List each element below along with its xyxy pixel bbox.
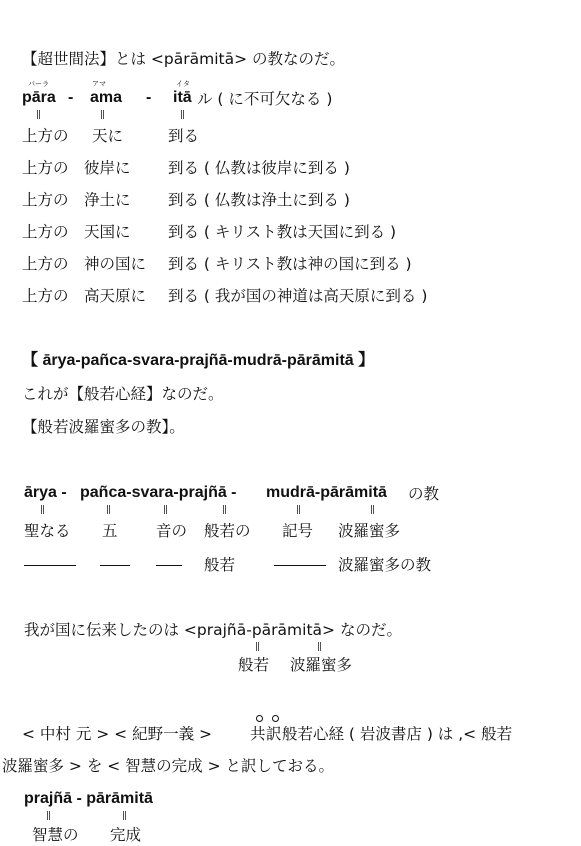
row-5-col-a: 上方の xyxy=(22,255,69,273)
row-1-col-a: 上方の xyxy=(22,127,69,145)
sanskrit-title: 【 ārya-pañca-svara-prajñā-mudrā-pārāmitā 】 xyxy=(22,352,375,369)
gloss-holy: 聖なる xyxy=(24,522,71,540)
eq-mark: || xyxy=(222,505,227,515)
translation-line-1a: < 中村 元 > < 紀野一義 > xyxy=(22,725,213,743)
emphasis-dot-kyo xyxy=(256,715,263,722)
row-6-col-c: 到る ( 我が国の神道は高天原に到る ) xyxy=(168,287,428,305)
eq-mark: || xyxy=(40,505,45,515)
row-2-col-c: 到る ( 仏教は彼岸に到る ) xyxy=(168,159,350,177)
row-4-col-b: 天国に xyxy=(84,223,131,241)
ruby-ama: アマ xyxy=(92,80,106,88)
row-1-col-c: 到る xyxy=(168,127,200,145)
eq-mark: || xyxy=(100,110,105,120)
translation-line-1b: 般若心経 ( 岩波書店 ) は ,< 般若 xyxy=(282,725,513,743)
row-3-col-c: 到る ( 仏教は浄土に到る ) xyxy=(168,191,350,209)
eq-mark: || xyxy=(180,110,185,120)
gloss-completion: 完成 xyxy=(110,826,142,844)
gloss-five: 五 xyxy=(102,522,118,540)
word-arya: ārya - xyxy=(24,484,67,501)
eq-mark: || xyxy=(370,505,375,515)
word-panca-svara-prajna: pañca-svara-prajñā - xyxy=(80,484,237,501)
eq-mark: || xyxy=(163,505,168,515)
eq-mark: || xyxy=(106,505,111,515)
row-5-col-c: 到る ( キリスト教は神の国に到る ) xyxy=(168,255,412,273)
eq-mark: || xyxy=(296,505,301,515)
row-6-col-a: 上方の xyxy=(22,287,69,305)
kanji-yaku: 訳 xyxy=(266,725,282,743)
heart-sutra-line: これが【般若心経】なのだ。 xyxy=(22,385,224,403)
gloss-paramita-teaching: 波羅蜜多の教 xyxy=(338,556,432,574)
word-ita: itā xyxy=(173,89,192,106)
row-1-col-b: 天に xyxy=(92,127,124,145)
eq-mark: || xyxy=(46,811,51,821)
gloss-symbol: 記号 xyxy=(282,522,314,540)
gloss-hannya-2: 般若 xyxy=(238,656,270,674)
word-prajna-paramita: prajñā - pārāmitā xyxy=(24,790,153,807)
row-4-col-c: 到る ( キリスト教は天国に到る ) xyxy=(168,223,397,241)
eq-mark: || xyxy=(255,642,260,652)
eq-mark: || xyxy=(317,642,322,652)
dash-4 xyxy=(274,565,326,566)
eq-mark: || xyxy=(36,110,41,120)
gloss-paramita: 波羅蜜多 xyxy=(338,522,401,540)
sep-1: - xyxy=(68,89,74,106)
eq-mark: || xyxy=(122,811,127,821)
ruby-ita: イタ xyxy=(176,80,190,88)
translation-line-2: 波羅蜜多 > を < 智慧の完成 > と訳しておる。 xyxy=(2,757,335,775)
row-5-col-b: 神の国に xyxy=(84,255,147,273)
dash-1 xyxy=(24,565,76,566)
sep-2: - xyxy=(146,89,152,106)
gloss-haramitta-2: 波羅蜜多 xyxy=(290,656,353,674)
gloss-prajna: 般若の xyxy=(204,522,251,540)
row-2-col-b: 彼岸に xyxy=(84,159,131,177)
row-2-col-a: 上方の xyxy=(22,159,69,177)
row-4-col-a: 上方の xyxy=(22,223,69,241)
dash-2 xyxy=(100,565,130,566)
row-3-col-b: 浄土に xyxy=(84,191,131,209)
kanji-kyo: 共 xyxy=(250,725,266,743)
gloss-sound: 音の xyxy=(156,522,188,540)
row-3-col-a: 上方の xyxy=(22,191,69,209)
word-ama: ama xyxy=(90,89,123,106)
transmitted-line: 我が国に伝来したのは <prajñā-pārāmitā> なのだ。 xyxy=(24,621,402,639)
gloss-hannya: 般若 xyxy=(204,556,236,574)
word-paara: pāra xyxy=(22,89,56,106)
word-mudra-paramita-tail: の教 xyxy=(408,485,440,503)
emphasis-dot-yaku xyxy=(272,715,279,722)
teaching-line: 【般若波羅蜜多の教】。 xyxy=(22,418,185,436)
heading-supramundane: 【超世間法】とは <pārāmitā> の教なのだ。 xyxy=(22,50,346,68)
word-ita-tail: ル ( に不可欠なる ) xyxy=(197,90,333,108)
row-6-col-b: 高天原に xyxy=(84,287,147,305)
gloss-wisdom: 智慧の xyxy=(32,826,79,844)
dash-3 xyxy=(156,565,182,566)
word-mudra-paramita: mudrā-pārāmitā xyxy=(266,484,387,501)
ruby-paara: パーラ xyxy=(28,80,49,88)
